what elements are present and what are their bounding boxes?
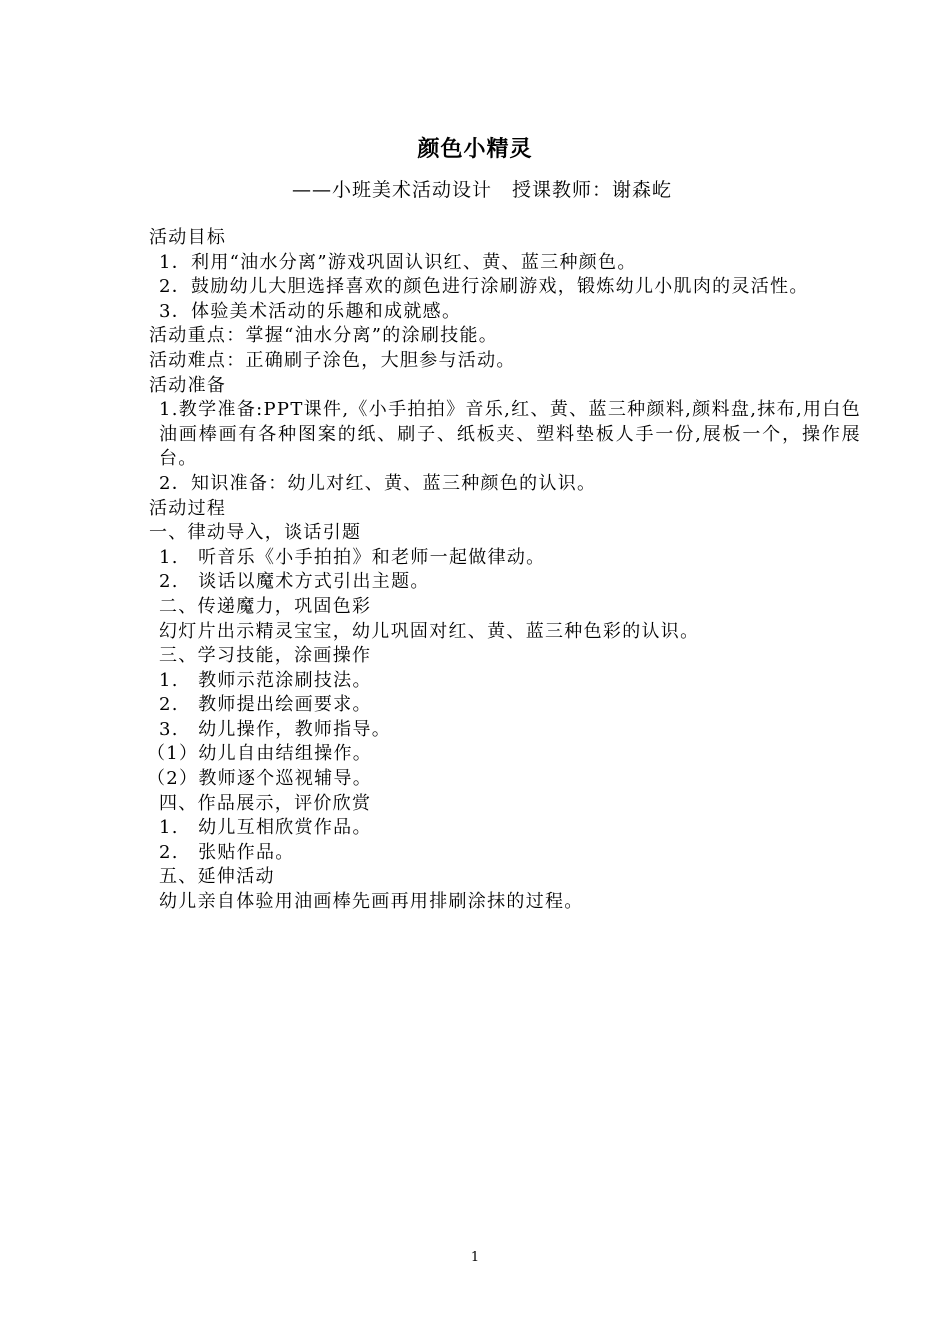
body-line: 一、律动导入，谈话引题: [149, 522, 362, 544]
body-line: 3. 幼儿操作，教师指导。: [159, 718, 392, 740]
body-line: 五、延伸活动: [159, 866, 275, 888]
body-line: 活动目标: [149, 227, 227, 248]
body-line: 1．利用“油水分离”游戏巩固认识红、黄、蓝三种颜色。: [159, 251, 637, 273]
body-line: （1）幼儿自由结组操作。: [147, 743, 373, 765]
body-line: 活动过程: [149, 497, 227, 519]
document-title: 颜色小精灵: [417, 136, 533, 162]
body-line: 活动重点：掌握“油水分离”的涂刷技能。: [149, 325, 499, 347]
body-line: 2. 张贴作品。: [159, 841, 295, 863]
body-line: 2. 教师提出绘画要求。: [159, 694, 372, 716]
body-line: 2．鼓励幼儿大胆选择喜欢的颜色进行涂刷游戏，锻炼幼儿小肌肉的灵活性。: [159, 276, 809, 298]
body-line: 三、学习技能，涂画操作: [159, 645, 372, 667]
body-line: 二、传递魔力，巩固色彩: [159, 595, 372, 617]
body-line: 1.教学准备:PPT课件,《小手拍拍》音乐,红、黄、蓝三种颜料,颜料盘,抹布,用白色油画棒画有各种图案的纸、刷子、纸板夹、塑料垫板人手一份,展板一个，操作展台。: [159, 399, 861, 470]
body-line: 2. 谈话以魔术方式引出主题。: [159, 571, 430, 593]
body-line: 幻灯片出示精灵宝宝，幼儿巩固对红、黄、蓝三种色彩的认识。: [159, 620, 700, 642]
body-line: 1. 听音乐《小手拍拍》和老师一起做律动。: [159, 546, 546, 568]
body-line: 四、作品展示，评价欣赏: [159, 792, 372, 814]
body-line: 3．体验美术活动的乐趣和成就感。: [159, 300, 462, 322]
page-number: 1: [470, 1250, 480, 1265]
document-subtitle: ——小班美术活动设计 授课教师：谢森屹: [292, 179, 673, 201]
body-line: 2．知识准备：幼儿对红、黄、蓝三种颜色的认识。: [159, 472, 597, 494]
body-line: 活动难点：正确刷子涂色，大胆参与活动。: [149, 349, 516, 371]
body-line: 1. 教师示范涂刷技法。: [159, 669, 372, 691]
body-line: 幼儿亲自体验用油画棒先画再用排刷涂抹的过程。: [159, 891, 584, 913]
document-body: [116, 226, 861, 915]
body-line: 活动准备: [149, 374, 227, 396]
body-line: （2）教师逐个巡视辅导。: [147, 768, 373, 790]
body-line: 1. 幼儿互相欣赏作品。: [159, 817, 372, 839]
